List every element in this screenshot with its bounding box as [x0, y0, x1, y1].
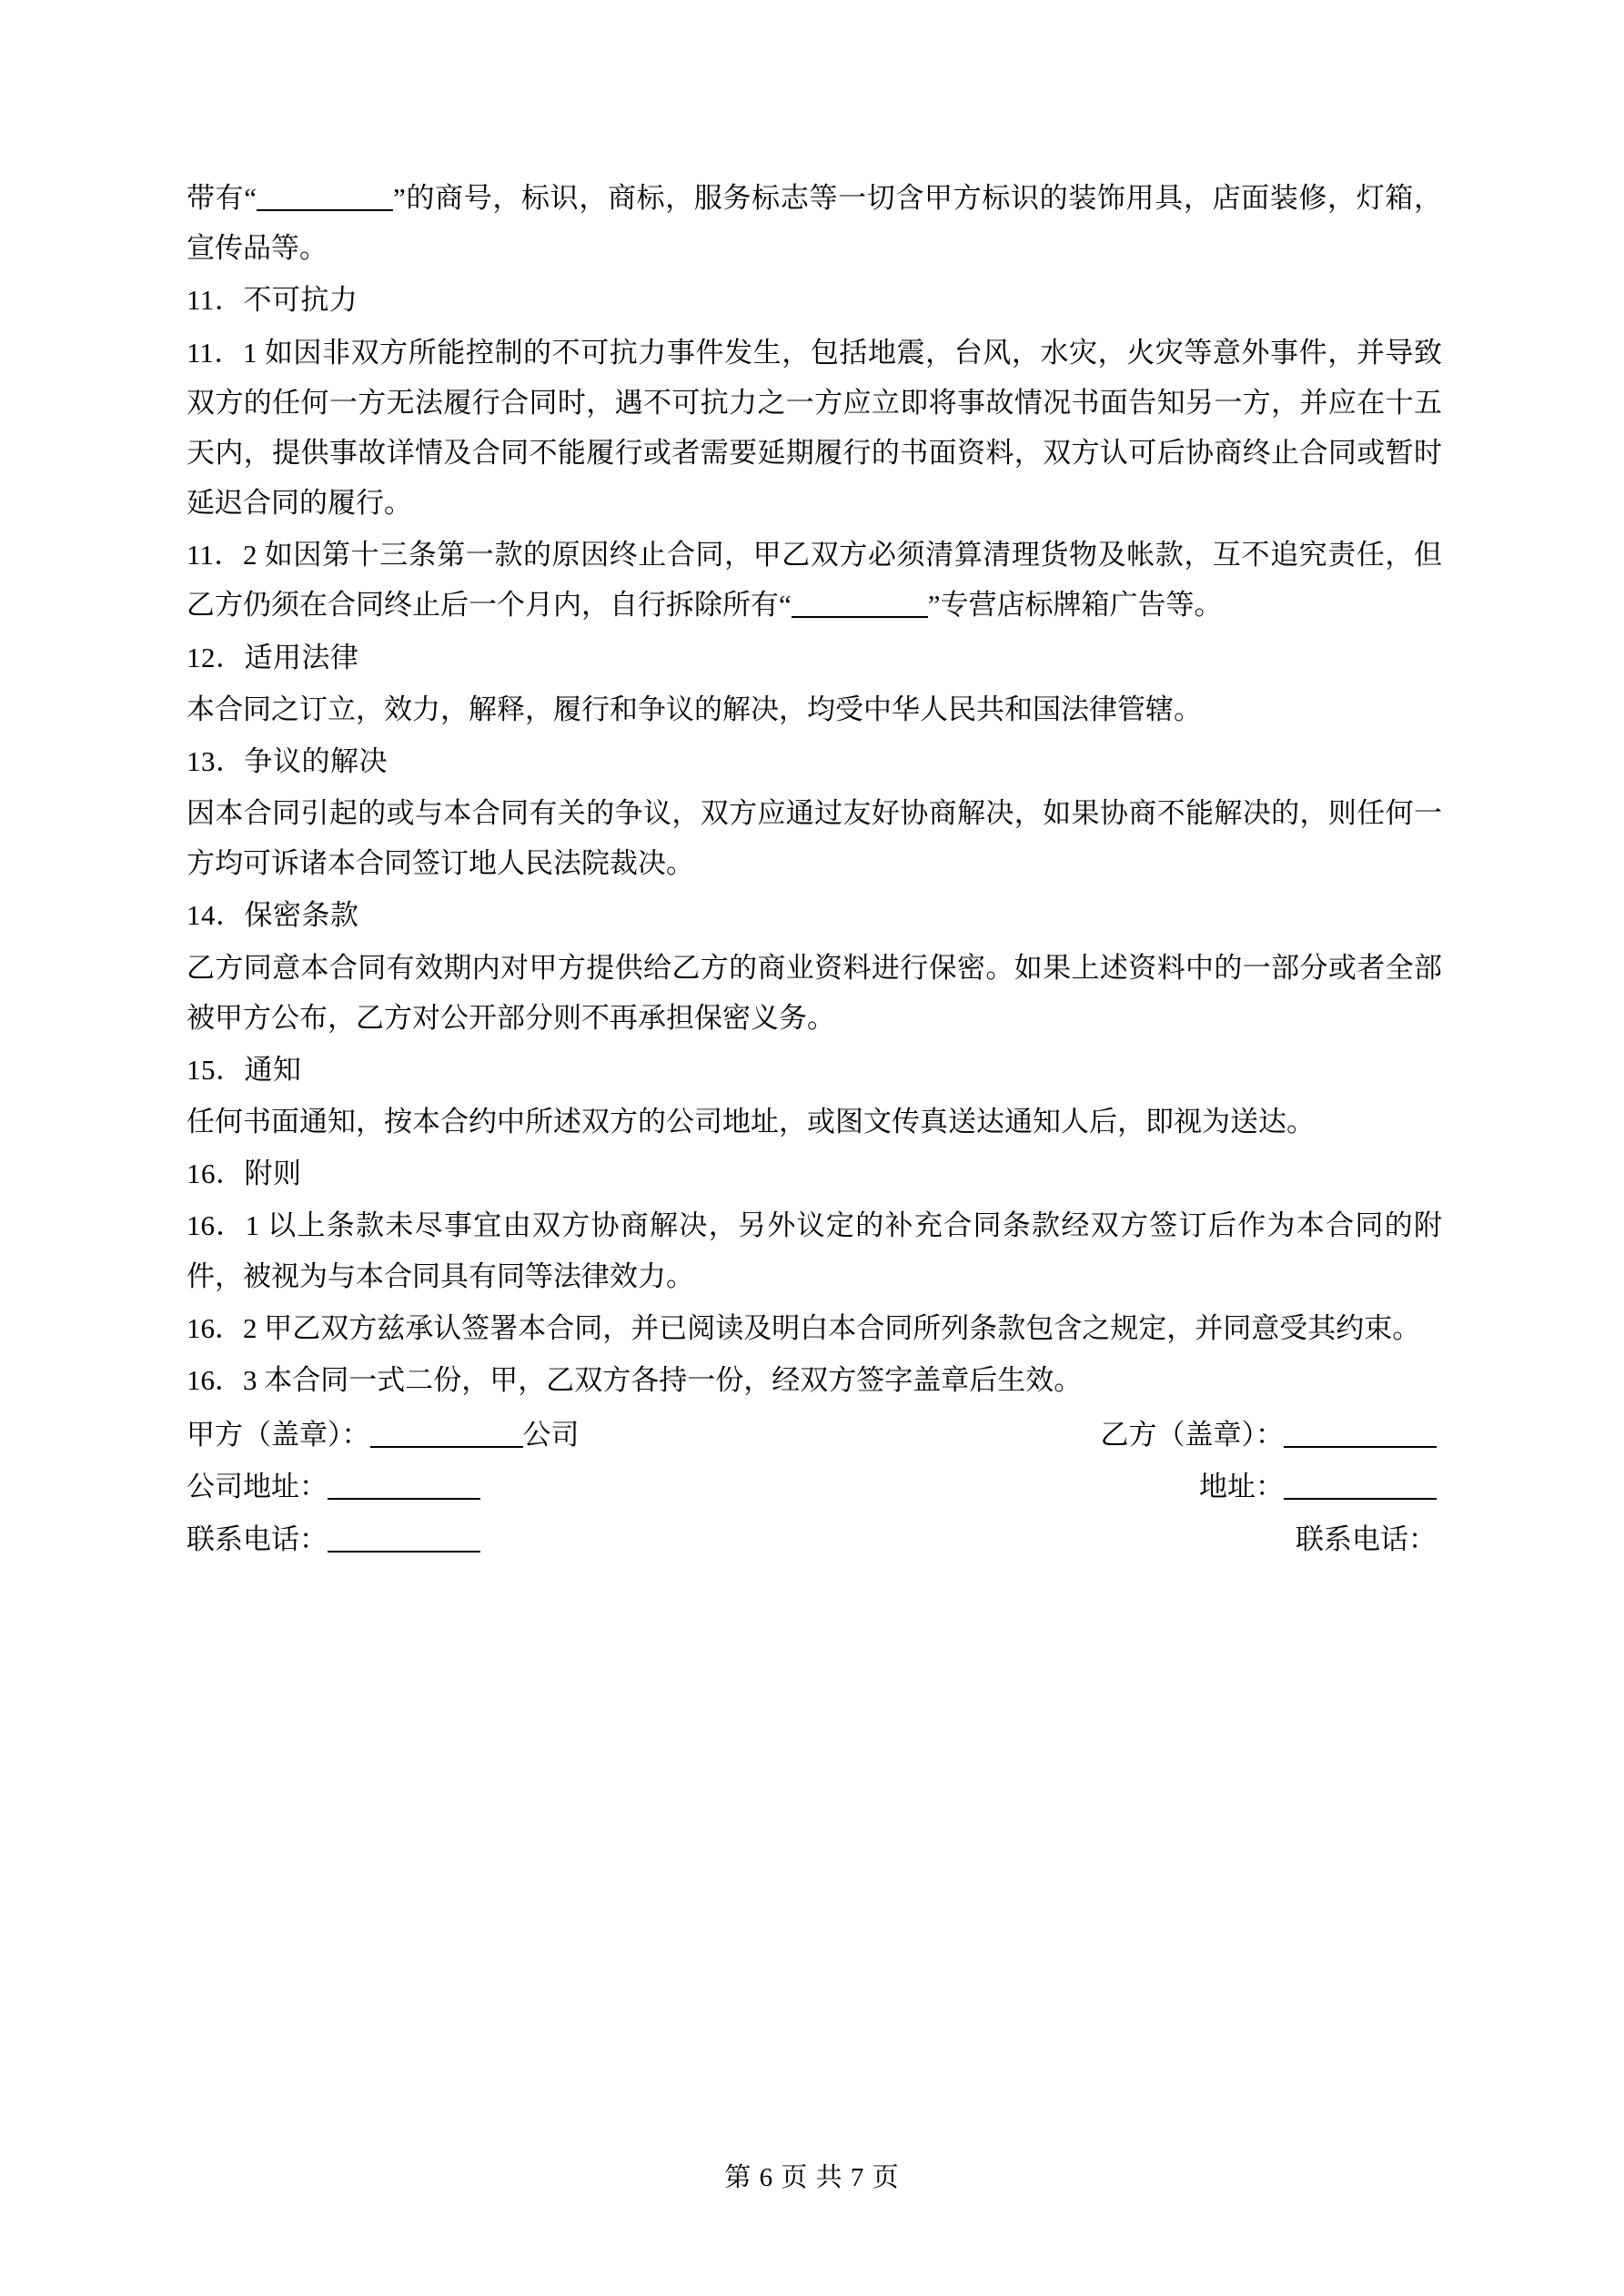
text-run: 12．适用法律 — [187, 641, 359, 673]
party-b-field — [1101, 1409, 1443, 1461]
text-run: 14．保密条款 — [187, 899, 359, 932]
signature-block — [187, 1409, 1442, 1565]
document-paragraph — [187, 530, 1442, 630]
document-paragraph — [187, 1355, 1442, 1405]
document-paragraph — [187, 1303, 1442, 1353]
fill-in-blank — [1284, 1498, 1437, 1500]
page-footer — [0, 2157, 1624, 2194]
section-heading — [187, 275, 1442, 325]
text-run: 16．附则 — [187, 1158, 302, 1190]
section-heading — [187, 1045, 1442, 1095]
document-paragraph — [187, 943, 1442, 1043]
text-run: ”专营店标牌箱广告等。 — [927, 589, 1223, 622]
section-heading — [187, 736, 1442, 786]
fill-in-blank — [257, 209, 393, 211]
fill-in-blank — [328, 1551, 480, 1553]
text-run: 乙方同意本合同有效期内对甲方提供给乙方的商业资料进行保密。如果上述资料中的一部分或者全部被甲方公布，乙方对公开部分则不再承担保密义务。 — [187, 951, 1442, 1034]
field-label: 联系电话： — [187, 1522, 328, 1555]
text-run: 本合同之订立，效力，解释，履行和争议的解决，均受中华人民共和国法律管辖。 — [187, 693, 1202, 725]
text-run: 因本合同引起的或与本合同有关的争议，双方应通过友好协商解决，如果协商不能解决的，则任何一方均可诉诸本合同签订地人民法院裁决。 — [187, 797, 1442, 880]
party-a-field — [187, 1409, 580, 1461]
document-paragraph — [187, 1200, 1442, 1300]
field-suffix: 公司 — [522, 1419, 580, 1451]
document-paragraph — [187, 684, 1442, 734]
text-run: 16．3 本合同一式二份，甲，乙双方各持一份，经双方签字盖章后生效。 — [187, 1363, 1083, 1396]
text-run: 11．不可抗力 — [187, 284, 358, 317]
party-b-field — [1296, 1513, 1442, 1565]
text-run: 15．通知 — [187, 1053, 302, 1086]
document-paragraph — [187, 1097, 1442, 1147]
text-run: ”的商号，标识，商标，服务标志等一切含甲方标识的装饰用具，店面装修，灯箱，宣传品等。 — [187, 182, 1442, 265]
fill-in-blank — [328, 1498, 480, 1500]
page-number-label: 第 6 页 共 7 页 — [724, 2163, 900, 2192]
signature-row — [187, 1461, 1442, 1512]
fill-in-blank — [792, 616, 928, 618]
document-paragraph — [187, 788, 1442, 888]
party-a-field — [187, 1513, 480, 1565]
fill-in-blank — [1284, 1446, 1437, 1448]
fill-in-blank — [370, 1446, 523, 1448]
section-heading — [187, 890, 1442, 940]
text-run: 16．2 甲乙双方兹承认签署本合同，并已阅读及明白本合同所列条款包含之规定，并同意受其约束。 — [187, 1311, 1421, 1344]
text-run: 13．争议的解决 — [187, 744, 388, 777]
section-heading — [187, 632, 1442, 683]
section-heading — [187, 1148, 1442, 1199]
field-label: 甲方（盖章）： — [187, 1419, 370, 1451]
party-a-field — [187, 1461, 480, 1512]
field-label: 联系电话： — [1296, 1522, 1437, 1555]
text-run: 11．1 如因非双方所能控制的不可抗力事件发生，包括地震，台风，水灾，火灾等意外事件，并导致双方的任何一方无法履行合同时，遇不可抗力之一方应立即将事故情况书面告知另一方，并应在十五天内，提供事故详情及合同不能履行或者需要延期履行的书面资料，双方认可后协商终止合同或暂时延迟合同的履行。 — [187, 336, 1442, 520]
text-run: 11．2 如因第十三条第一款的原因终止合同，甲乙双方必须清算清理货物及帐款，互不追究责任，但乙方仍须在合同终止后一个月内，自行拆除所有“ — [187, 539, 1442, 622]
document-paragraph — [187, 173, 1442, 273]
signature-row — [187, 1513, 1442, 1565]
text-run: 带有“ — [187, 182, 257, 214]
signature-row — [187, 1409, 1442, 1461]
field-label: 地址： — [1199, 1471, 1284, 1503]
text-run: 16．1 以上条款未尽事宜由双方协商解决，另外议定的补充合同条款经双方签订后作为本合同的附件，被视为与本合同具有同等法律效力。 — [187, 1209, 1442, 1292]
document-paragraph — [187, 328, 1442, 529]
field-label: 乙方（盖章）： — [1100, 1419, 1284, 1451]
document-body — [187, 173, 1442, 1405]
party-b-field — [1199, 1461, 1442, 1512]
field-label: 公司地址： — [187, 1471, 328, 1503]
text-run: 任何书面通知，按本合约中所述双方的公司地址，或图文传真送达通知人后，即视为送达。 — [187, 1106, 1315, 1138]
